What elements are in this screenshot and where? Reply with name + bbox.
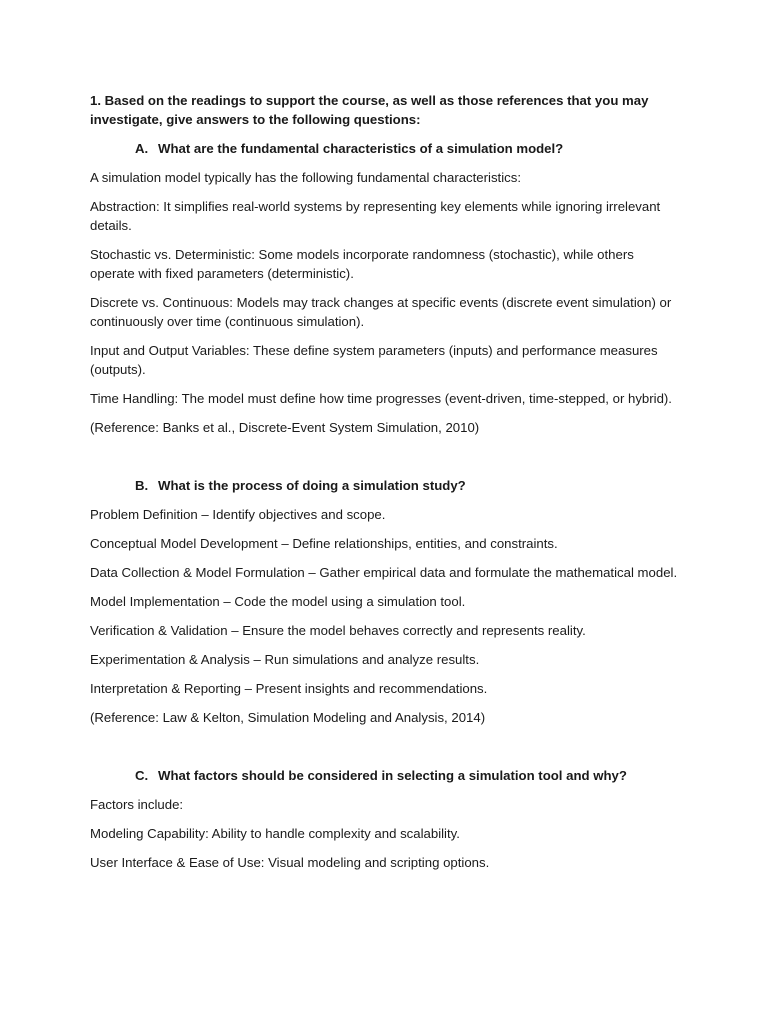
section-a-heading <box>135 139 680 158</box>
section-c-letter: C. <box>135 768 149 783</box>
section-b-heading <box>135 476 680 495</box>
section-c-heading-text: What factors should be considered in selecting a simulation tool and why? <box>158 768 627 783</box>
section-b-paragraph: Interpretation & Reporting – Present insights and recommendations. <box>90 681 488 696</box>
section-c-paragraph: Factors include: <box>90 797 184 812</box>
section-a-heading-text: What are the fundamental characteristics of a simulation model? <box>158 141 564 156</box>
section-a-paragraph: Time Handling: The model must define how time progresses (event-driven, time-stepped, or hybrid). <box>90 391 672 406</box>
section-c-paragraph: Modeling Capability: Ability to handle complexity and scalability. <box>90 826 460 841</box>
section-b-paragraph: Problem Definition – Identify objectives and scope. <box>90 507 386 522</box>
document-page <box>90 91 680 882</box>
question-title: 1. Based on the readings to support the course, as well as those references that you may investigate, give answers to the following questions: <box>90 93 649 127</box>
section-b-paragraph: Conceptual Model Development – Define relationships, entities, and constraints. <box>90 536 558 551</box>
section-a-paragraph: Stochastic vs. Deterministic: Some models incorporate randomness (stochastic), while others operate with fixed parameters (deterministic). <box>90 247 634 281</box>
section-c-heading <box>135 766 680 785</box>
section-b-paragraph: Model Implementation – Code the model using a simulation tool. <box>90 594 466 609</box>
section-b-paragraph: Verification & Validation – Ensure the model behaves correctly and represents reality. <box>90 623 586 638</box>
section-a-paragraph: Input and Output Variables: These define system parameters (inputs) and performance measures (outputs). <box>90 343 658 377</box>
section-a-paragraph: Discrete vs. Continuous: Models may track changes at specific events (discrete event simulation) or continuously over time (continuous simulation). <box>90 295 672 329</box>
section-spacer <box>90 737 680 766</box>
section-a-letter: A. <box>135 141 149 156</box>
section-b-paragraph: Data Collection & Model Formulation – Gather empirical data and formulate the mathematical model. <box>90 565 678 580</box>
section-b-paragraph: Experimentation & Analysis – Run simulations and analyze results. <box>90 652 480 667</box>
section-c-paragraph: User Interface & Ease of Use: Visual modeling and scripting options. <box>90 855 490 870</box>
section-b-letter: B. <box>135 478 149 493</box>
section-b-reference: (Reference: Law & Kelton, Simulation Modeling and Analysis, 2014) <box>90 710 486 725</box>
section-a-paragraph: A simulation model typically has the following fundamental characteristics: <box>90 170 522 185</box>
section-spacer <box>90 447 680 476</box>
section-a-reference: (Reference: Banks et al., Discrete-Event System Simulation, 2010) <box>90 420 480 435</box>
section-b-heading-text: What is the process of doing a simulation study? <box>158 478 466 493</box>
section-a-paragraph: Abstraction: It simplifies real-world systems by representing key elements while ignoring irrelevant details. <box>90 199 661 233</box>
